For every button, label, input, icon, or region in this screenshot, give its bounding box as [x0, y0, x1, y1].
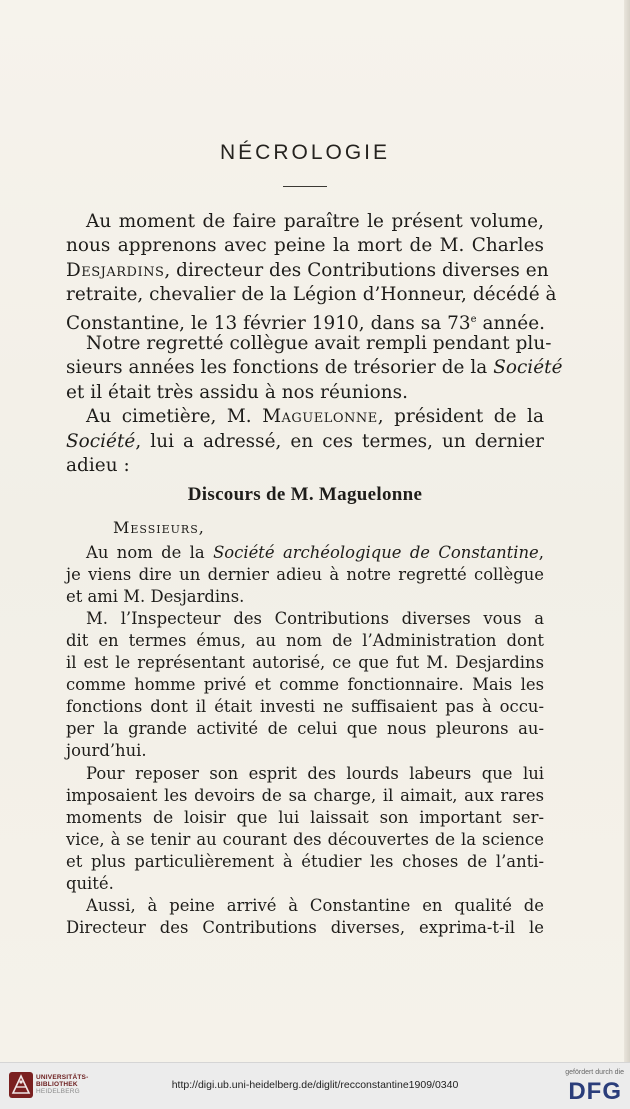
text-line: et plus particulièrement à étudier les choses de l’anti-	[66, 851, 544, 871]
text-line: dit en termes émus, au nom de l’Administration dont	[66, 631, 544, 651]
viewer-footer	[0, 1062, 630, 1109]
text-line: vice, à se tenir au courant des découvertes de la science	[66, 829, 544, 849]
text-line: je viens dire un dernier adieu à notre regretté collègue	[66, 565, 544, 585]
text-line: Aussi, à peine arrivé à Constantine en qualité de	[86, 895, 544, 915]
page-title: NÉCROLOGIE	[219, 141, 391, 164]
text-line: retraite, chevalier de la Légion d’Honneur, décédé à	[66, 284, 557, 306]
university-line: BIBLIOTHEK	[36, 1081, 78, 1088]
text-line: sieurs années les fonctions de trésorier de la Société	[66, 357, 563, 379]
text-line: Au nom de la Société archéologique de Constantine,	[86, 543, 544, 562]
text-line: Directeur des Contributions diverses, exprima-t-il le	[66, 917, 544, 937]
permalink-url[interactable]: http://digi.ub.uni-heidelberg.de/diglit/recconstantine1909/0340	[171, 1079, 459, 1091]
text-line: comme homme privé et comme fonctionnaire. Mais les	[66, 675, 544, 695]
text-line: et il était très assidu à nos réunions.	[66, 381, 409, 403]
text-line: per la grande activité de celui que nous pleurons au-	[66, 719, 544, 739]
university-line: UNIVERSITÄTS-	[36, 1074, 89, 1081]
text-line: et ami M. Desjardins.	[66, 587, 245, 607]
dfg-logo: DFG	[568, 1078, 622, 1105]
page-spine-shadow	[624, 0, 630, 1062]
university-line: HEIDELBERG	[36, 1088, 80, 1095]
text-line: nous apprenons avec peine la mort de M. Charles	[66, 235, 544, 257]
text-line: fonctions dont il était investi ne suffisaient pas à occu-	[66, 697, 544, 717]
text-line: Au cimetière, M. Maguelonne, président de la	[86, 406, 544, 428]
text-line: adieu :	[66, 455, 130, 476]
text-line: imposaient les devoirs de sa charge, il aimait, aux rares	[66, 785, 544, 805]
text-line: Constantine, le 13 février 1910, dans sa 73e année.	[66, 312, 546, 334]
text-line: jourd’hui.	[66, 741, 147, 761]
text-line: M. l’Inspecteur des Contributions diverses vous a	[86, 609, 544, 629]
text-line: Pour reposer son esprit des lourds labeurs que lui	[86, 763, 544, 783]
title-divider	[283, 186, 327, 187]
funded-by-label: gefördert durch die	[565, 1069, 624, 1076]
salutation: Messieurs,	[113, 518, 205, 537]
text-line: Société, lui a adressé, en ces termes, un dernier	[66, 430, 544, 452]
discours-heading: Discours de M. Maguelonne	[187, 484, 423, 505]
text-line: Au moment de faire paraître le présent volume,	[86, 211, 544, 232]
text-line: Desjardins, directeur des Contributions diverses en	[66, 259, 549, 281]
text-line: quité.	[66, 873, 114, 893]
text-line: il est le représentant autorisé, ce que fut M. Desjardins	[66, 653, 544, 673]
text-line: moments de loisir que lui laissait son important ser-	[66, 807, 544, 827]
text-line: Notre regretté collègue avait rempli pendant plu-	[86, 333, 552, 354]
